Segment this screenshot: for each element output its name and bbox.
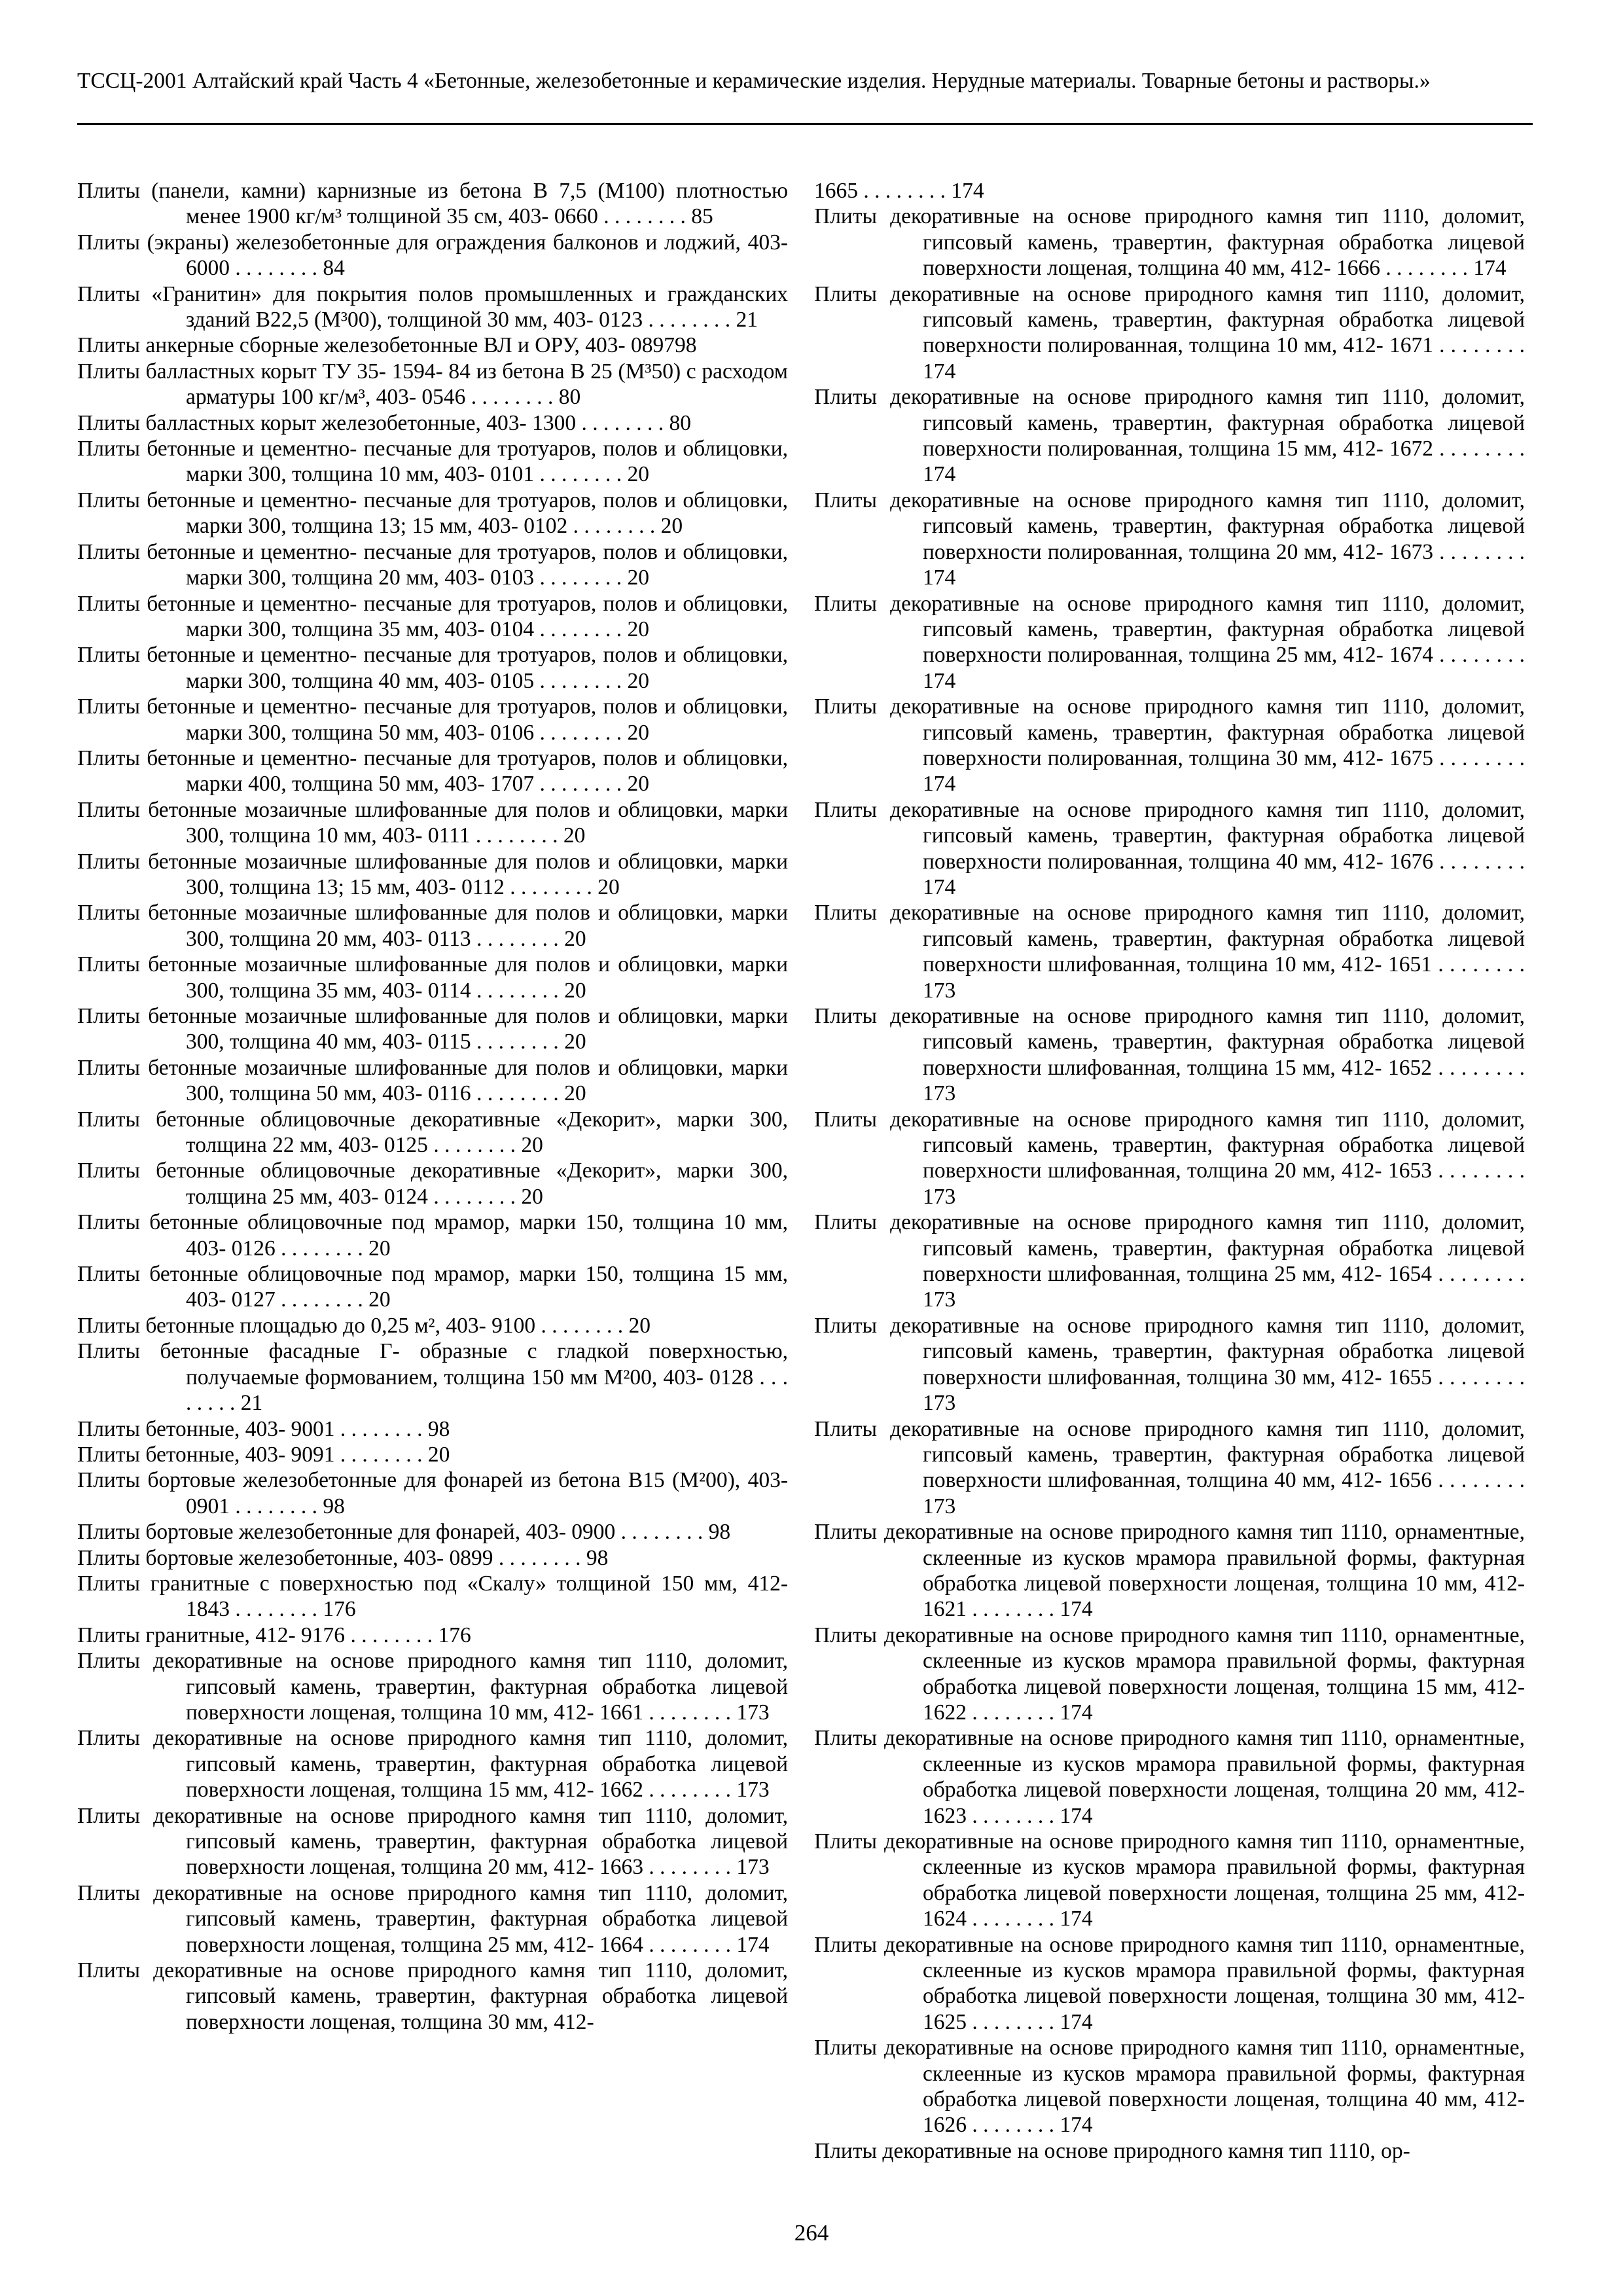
index-entry — [77, 1571, 788, 1623]
leader-dots: . . . . . . . . — [427, 1133, 522, 1158]
index-entry-page: 176 — [438, 1623, 471, 1647]
index-entry — [77, 436, 788, 488]
index-entry-text: Плиты декоративные на основе природного камня тип 1110, доломит, гипсовый камень, травертин, фактурная обработка лицевой поверхности полированная, толщина 25 мм, 412- 1674 — [814, 591, 1525, 668]
index-entry-text: Плиты декоративные на основе природного камня тип 1110, доломит, гипсовый камень, травертин, фактурная обработка лицевой поверхности шлифованная, толщина 15 мм, 412- 1652 — [814, 1004, 1525, 1080]
page-number: 264 — [794, 2220, 829, 2246]
leader-dots: . . . . . . . . — [643, 1778, 737, 1803]
index-entry — [77, 1055, 788, 1107]
index-entry-page: 21 — [736, 308, 758, 332]
index-entry-page: 20 — [628, 1313, 651, 1338]
index-entry-page: 173 — [736, 1855, 770, 1880]
leader-dots: . . . . . . . . — [471, 926, 565, 951]
leader-dots: . . . . . . . . — [1433, 745, 1525, 770]
leader-dots: . . . . . . . . — [967, 2009, 1060, 2034]
index-entry-page: 20 — [564, 978, 586, 1003]
index-entry — [77, 1416, 788, 1442]
index-entry — [814, 1623, 1525, 1726]
index-entry-text: Плиты балластных корыт железобетонные, 403- 1300 — [77, 410, 577, 435]
index-entry-text: Плиты декоративные на основе природного камня тип 1110, доломит, гипсовый камень, травертин, фактурная обработка лицевой поверхности полированная, толщина 40 мм, 412- 1676 — [814, 797, 1525, 874]
index-entry-text: Плиты декоративные на основе природного камня тип 1110, орнаментные, склеенные из кусков мрамора правильной формы, фактурная обработка лицевой поверхности лощеная, толщина 20 мм, 412- 1623 — [814, 1726, 1525, 1828]
index-entry-text: Плиты гранитные с поверхностью под «Скалу» толщиной 150 мм, 412- 1843 — [77, 1571, 788, 1622]
index-entry-page: 20 — [597, 874, 620, 899]
index-entry — [814, 384, 1525, 488]
index-entry — [77, 1003, 788, 1055]
index-entry-page: 174 — [1060, 1907, 1093, 1931]
index-entry-page: 174 — [923, 359, 956, 384]
index-column-right — [814, 178, 1525, 2164]
index-entry-page: 20 — [627, 720, 649, 745]
index-entry — [77, 952, 788, 1003]
leader-dots: . . . . . . . . — [967, 1700, 1060, 1725]
index-entry — [77, 1725, 788, 1803]
index-entry-page: 20 — [521, 1184, 543, 1209]
leader-dots: . . . . . . . . — [967, 1803, 1060, 1828]
leader-dots: . . . . . . . . — [1431, 952, 1525, 977]
index-entry — [77, 849, 788, 901]
index-entry — [814, 1519, 1525, 1623]
leader-dots: . . . . . . . . — [615, 1520, 709, 1545]
index-entry-page: 98 — [427, 1416, 450, 1441]
leader-dots: . . . . . . . . — [345, 1623, 438, 1647]
index-entry-page: 98 — [323, 1494, 345, 1518]
header-divider — [77, 123, 1533, 125]
index-entry-page: 173 — [923, 978, 956, 1003]
index-entry-page: 174 — [923, 565, 956, 590]
index-entry-page: 174 — [1060, 2113, 1093, 2138]
leader-dots: . . . . . . . . — [230, 1494, 323, 1518]
leader-dots: . . . . . . . . — [597, 204, 692, 229]
index-entry-page: 173 — [923, 1287, 956, 1312]
index-entry-text: Плиты декоративные на основе природного камня тип 1110, доломит, гипсовый камень, травертин, фактурная обработка лицевой поверхности полированная, толщина 10 мм, 412- 1671 — [814, 281, 1525, 358]
leader-dots: . . . . . . . . — [534, 772, 628, 797]
index-entry — [814, 2138, 1525, 2164]
leader-dots: . . . . . . . . — [967, 1907, 1060, 1931]
index-entry-page: 20 — [564, 1030, 586, 1054]
index-entry-text: Плиты декоративные на основе природного камня тип 1110, орнаментные, склеенные из кусков мрамора правильной формы, фактурная обработка лицевой поверхности лощеная, толщина 25 мм, 412- 1624 — [814, 1829, 1525, 1931]
index-entry-page: 174 — [1060, 2009, 1093, 2034]
index-entry-text: Плиты бетонные мозаичные шлифованные для полов и облицовки, марки 300, толщина 10 мм, 403- 0111 — [77, 797, 788, 848]
index-entry — [814, 694, 1525, 797]
index-entry-text: Плиты декоративные на основе природного камня тип 1110, доломит, гипсовый камень, травертин, фактурная обработка лицевой поверхности лощеная, толщина 15 мм, 412- 1662 — [77, 1726, 788, 1803]
leader-dots: . . . . . . . . — [1431, 1262, 1525, 1287]
leader-dots: . . . . . . . . — [967, 2113, 1060, 2138]
index-entry-text: Плиты бетонные, 403- 9001 — [77, 1416, 335, 1441]
index-entry-page: 20 — [564, 1081, 586, 1106]
index-entry-text: Плиты декоративные на основе природного камня тип 1110, доломит, гипсовый камень, травертин, фактурная обработка лицевой поверхности шлифованная, толщина 10 мм, 412- 1651 — [814, 901, 1525, 977]
leader-dots: . . . . . . . . — [470, 823, 563, 848]
index-entry-text: Плиты бетонные облицовочные декоративные «Декорит», марки 300, толщина 22 мм, 403- 0125 — [77, 1107, 788, 1158]
running-header: ТССЦ-2001 Алтайский край Часть 4 «Бетонные, железобетонные и керамические изделия. Нерудные материалы. Товарные бетоны и растворы.» — [77, 69, 1431, 93]
index-entry — [77, 410, 788, 436]
index-entry-page: 173 — [923, 1184, 956, 1209]
index-entry — [814, 900, 1525, 1003]
index-entry-page: 20 — [627, 617, 649, 641]
leader-dots: . . . . . . . . — [1431, 1158, 1525, 1183]
leader-dots: . . . . . . . . — [465, 385, 559, 410]
index-entry — [77, 642, 788, 694]
index-entry-page: 176 — [323, 1597, 356, 1622]
index-entry-text: Плиты (экраны) железобетонные для ограждения балконов и лоджий, 403- 6000 — [77, 230, 788, 281]
index-entry — [77, 1958, 788, 2035]
index-entry-page: 20 — [427, 1442, 450, 1467]
index-entry — [77, 1442, 788, 1467]
leader-dots: . . . . . . . . — [967, 1597, 1060, 1622]
leader-dots: . . . . . . . . — [493, 1545, 586, 1570]
index-entry — [814, 2035, 1525, 2138]
index-entry-page: 80 — [558, 385, 581, 410]
index-entry — [814, 1416, 1525, 1520]
index-entry — [814, 1829, 1525, 1932]
leader-dots: . . . . . . . . — [643, 1932, 737, 1957]
index-entry-text: Плиты бетонные мозаичные шлифованные для полов и облицовки, марки 300, толщина 50 мм, 403- 0116 — [77, 1055, 788, 1106]
index-entry — [77, 1467, 788, 1519]
index-entry-text: Плиты балластных корыт ТУ 35- 1594- 84 из бетона В 25 (М³50) с расходом арматуры 100 кг/м³, 403- 0546 — [77, 359, 788, 410]
leader-dots: . . . . . . . . — [1433, 437, 1525, 461]
index-entry-text: Плиты бетонные и цементно- песчаные для тротуаров, полов и облицовки, марки 300, толщина 13; 15 мм, 403- 0102 — [77, 488, 788, 539]
index-entry — [77, 1880, 788, 1958]
index-entry-text: Плиты бортовые железобетонные, 403- 0899 — [77, 1545, 493, 1570]
index-entry-text: Плиты бетонные мозаичные шлифованные для полов и облицовки, марки 300, толщина 35 мм, 403- 0114 — [77, 952, 788, 1003]
index-entry — [814, 1313, 1525, 1416]
leader-dots: . . . . . . . . — [1433, 333, 1525, 358]
leader-dots: . . . . . . . . — [471, 1030, 565, 1054]
leader-dots: . . . . . . . . — [858, 179, 952, 203]
index-entry-text: Плиты бетонные мозаичные шлифованные для полов и облицовки, марки 300, толщина 40 мм, 403- 0115 — [77, 1004, 788, 1054]
index-entry — [814, 1725, 1525, 1829]
index-entry — [77, 332, 788, 358]
leader-dots: . . . . . . . . — [1380, 256, 1474, 281]
index-entry — [77, 1313, 788, 1338]
leader-dots: . . . . . . . . — [471, 978, 565, 1003]
index-entry-page: 174 — [923, 668, 956, 693]
index-entry — [77, 694, 788, 745]
index-entry-text: Плиты декоративные на основе природного камня тип 1110, доломит, гипсовый камень, травертин, фактурная обработка лицевой поверхности шлифованная, толщина 25 мм, 412- 1654 — [814, 1210, 1525, 1287]
leader-dots: . . . . . . . . — [334, 1416, 428, 1441]
index-entry — [814, 1107, 1525, 1210]
leader-dots: . . . . . . . . — [534, 565, 628, 590]
index-entry-page: 85 — [691, 204, 713, 229]
leader-dots: . . . . . . . . — [427, 1184, 522, 1209]
index-entry-page: 173 — [923, 1081, 956, 1106]
index-entry — [77, 797, 788, 849]
index-entry-page: 84 — [323, 256, 345, 281]
index-entry-text: Плиты бетонные и цементно- песчаные для тротуаров, полов и облицовки, марки 300, толщина 10 мм, 403- 0101 — [77, 437, 788, 487]
index-entry-page: 20 — [564, 926, 586, 951]
index-entry-text: Плиты бетонные фасадные Г- образные с гладкой поверхностью, получаемые формованием, толщина 150 мм М²00, 403- 0128 — [77, 1339, 788, 1390]
index-entry-page: 20 — [368, 1236, 391, 1261]
leader-dots: . . . . . . . . — [334, 1442, 428, 1467]
index-entry-text: Плиты «Гранитин» для покрытия полов промышленных и гражданских зданий В22,5 (М³00), толщиной 30 мм, 403- 0123 — [77, 281, 788, 332]
index-entry — [77, 1623, 788, 1648]
index-entry-text: Плиты бортовые железобетонные для фонарей, 403- 0900 — [77, 1520, 616, 1545]
index-entry — [814, 1210, 1525, 1313]
index-entry-page: 173 — [736, 1700, 770, 1725]
leader-dots: . . . . . . . . — [643, 1700, 737, 1725]
index-entry-page: 98 — [586, 1545, 609, 1570]
index-entry-text: Плиты бетонные площадью до 0,25 м², 403- 9100 — [77, 1313, 536, 1338]
index-column-left — [77, 178, 788, 2035]
index-entry — [77, 539, 788, 591]
index-entry-text: Плиты бетонные облицовочные под мрамор, марки 150, толщина 10 мм, 403- 0126 — [77, 1210, 788, 1261]
index-entry-page: 20 — [627, 462, 649, 487]
leader-dots: . . . . . . . . — [567, 514, 661, 539]
leader-dots: . . . . . . . . — [471, 1081, 565, 1106]
index-entry — [77, 281, 788, 333]
index-entry — [77, 178, 788, 230]
index-entry-text: Плиты декоративные на основе природного камня тип 1110, орнаментные, склеенные из кусков мрамора правильной формы, фактурная обработка лицевой поверхности лощеная, толщина 30 мм, 412- 1625 — [814, 1932, 1525, 2034]
index-entry-text: Плиты декоративные на основе природного камня тип 1110, доломит, гипсовый камень, травертин, фактурная обработка лицевой поверхности шлифованная, толщина 20 мм, 412- 1653 — [814, 1107, 1525, 1183]
index-entry — [814, 1932, 1525, 2036]
index-entry-text: Плиты бортовые железобетонные для фонарей из бетона В15 (М²00), 403- 0901 — [77, 1468, 788, 1518]
index-entry-text: Плиты декоративные на основе природного камня тип 1110, доломит, гипсовый камень, травертин, фактурная обработка лицевой поверхности полированная, толщина 15 мм, 412- 1672 — [814, 385, 1525, 461]
index-entry — [77, 745, 788, 797]
index-entry-text: Плиты декоративные на основе природного камня тип 1110, доломит, гипсовый камень, травертин, фактурная обработка лицевой поверхности лощеная, толщина 30 мм, 412- — [77, 1958, 788, 2034]
index-entry-page: 20 — [368, 1287, 391, 1312]
leader-dots: . . . . . . . . — [504, 874, 598, 899]
index-entry — [814, 488, 1525, 591]
index-entry-text: Плиты бетонные, 403- 9091 — [77, 1442, 335, 1467]
index-entry-text: Плиты декоративные на основе природного камня тип 1110, доломит, гипсовый камень, травертин, фактурная обработка лицевой поверхности лощеная, толщина 40 мм, 412- 1666 — [814, 204, 1525, 281]
index-entry-text: Плиты бетонные и цементно- песчаные для тротуаров, полов и облицовки, марки 400, толщина 50 мм, 403- 1707 — [77, 745, 788, 797]
index-entry — [77, 1261, 788, 1313]
index-entry — [77, 1803, 788, 1880]
index-entry-page: 174 — [1060, 1803, 1093, 1828]
index-entry-page: 174 — [736, 1932, 770, 1957]
index-entry — [77, 359, 788, 410]
index-entry-text: Плиты бетонные облицовочные декоративные «Декорит», марки 300, толщина 25 мм, 403- 0124 — [77, 1158, 788, 1209]
leader-dots: . . . . . . . . — [643, 308, 736, 332]
index-entry-text: Плиты бетонные и цементно- песчаные для тротуаров, полов и облицовки, марки 300, толщина 20 мм, 403- 0103 — [77, 539, 788, 590]
index-entry-page: 174 — [1473, 256, 1507, 281]
index-entry — [77, 230, 788, 281]
index-entry-text: Плиты декоративные на основе природного камня тип 1110, орнаментные, склеенные из кусков мрамора правильной формы, фактурная обработка лицевой поверхности лощеная, толщина 40 мм, 412- 1626 — [814, 2036, 1525, 2138]
index-entry-page: 174 — [1060, 1597, 1093, 1622]
index-entry-page: 174 — [951, 179, 984, 203]
index-entry — [77, 1338, 788, 1416]
index-entry — [814, 204, 1525, 281]
leader-dots: . . . . . . . . — [186, 1365, 789, 1416]
index-entry-text: Плиты бетонные облицовочные под мрамор, марки 150, толщина 15 мм, 403- 0127 — [77, 1262, 788, 1312]
leader-dots: . . . . . . . . — [1431, 1055, 1525, 1080]
index-entry-text: Плиты декоративные на основе природного камня тип 1110, доломит, гипсовый камень, травертин, фактурная обработка лицевой поверхности шлифованная, толщина 30 мм, 412- 1655 — [814, 1313, 1525, 1390]
index-entry — [77, 1648, 788, 1725]
index-entry-page: 80 — [669, 410, 691, 435]
index-entry-text: Плиты декоративные на основе природного камня тип 1110, доломит, гипсовый камень, травертин, фактурная обработка лицевой поверхности полированная, толщина 30 мм, 412- 1675 — [814, 694, 1525, 770]
leader-dots: . . . . . . . . — [1433, 849, 1525, 874]
index-entry-text: Плиты декоративные на основе природного камня тип 1110, ор- — [814, 2138, 1410, 2163]
index-entry-page: 173 — [923, 1494, 956, 1518]
index-entry-text: Плиты бетонные мозаичные шлифованные для полов и облицовки, марки 300, толщина 20 мм, 403- 0113 — [77, 901, 788, 951]
leader-dots: . . . . . . . . — [534, 668, 628, 693]
index-entry — [77, 1107, 788, 1158]
index-entry-text: Плиты декоративные на основе природного камня тип 1110, доломит, гипсовый камень, травертин, фактурная обработка лицевой поверхности шлифованная, толщина 40 мм, 412- 1656 — [814, 1416, 1525, 1493]
leader-dots: . . . . . . . . — [1433, 539, 1525, 564]
index-entry-page: 174 — [923, 462, 956, 487]
index-entry-text: Плиты (панели, камни) карнизные из бетона В 7,5 (М100) плотностью менее 1900 кг/м³ толщиной 35 см, 403- 0660 — [77, 179, 788, 229]
index-entry-page: 20 — [521, 1133, 543, 1158]
index-entry — [814, 178, 1525, 204]
index-entry-page: 173 — [736, 1778, 770, 1803]
index-entry-page: 20 — [563, 823, 586, 848]
index-entry-text: Плиты бетонные и цементно- песчаные для тротуаров, полов и облицовки, марки 300, толщина 50 мм, 403- 0106 — [77, 694, 788, 745]
index-entry — [77, 1519, 788, 1545]
index-entry-page: 173 — [923, 1391, 956, 1416]
index-entry-text: Плиты декоративные на основе природного камня тип 1110, доломит, гипсовый камень, травертин, фактурная обработка лицевой поверхности полированная, толщина 20 мм, 412- 1673 — [814, 488, 1525, 564]
index-entry-text: Плиты декоративные на основе природного камня тип 1110, доломит, гипсовый камень, травертин, фактурная обработка лицевой поверхности лощеная, толщина 10 мм, 412- 1661 — [77, 1649, 788, 1725]
leader-dots: . . . . . . . . — [230, 1597, 323, 1622]
index-entry — [77, 1210, 788, 1261]
index-entry — [77, 591, 788, 643]
leader-dots: . . . . . . . . — [230, 256, 323, 281]
index-entry-page: 21 — [240, 1391, 263, 1416]
leader-dots: . . . . . . . . — [534, 617, 628, 641]
leader-dots: . . . . . . . . — [1431, 1468, 1525, 1493]
index-entry — [77, 1158, 788, 1210]
index-entry-page: 20 — [627, 565, 649, 590]
index-entry-text: Плиты гранитные, 412- 9176 — [77, 1623, 346, 1647]
index-entry-text: Плиты декоративные на основе природного камня тип 1110, доломит, гипсовый камень, травертин, фактурная обработка лицевой поверхности лощеная, толщина 25 мм, 412- 1664 — [77, 1880, 788, 1957]
index-entry-text: Плиты декоративные на основе природного камня тип 1110, доломит, гипсовый камень, травертин, фактурная обработка лицевой поверхности лощеная, толщина 20 мм, 412- 1663 — [77, 1803, 788, 1880]
index-entry-page: 174 — [923, 772, 956, 797]
index-entry-page: 174 — [923, 874, 956, 899]
index-entry-text: Плиты декоративные на основе природного камня тип 1110, орнаментные, склеенные из кусков мрамора правильной формы, фактурная обработка лицевой поверхности лощеная, толщина 15 мм, 412- 1622 — [814, 1623, 1525, 1725]
index-entry-page: 20 — [660, 514, 683, 539]
index-entry — [814, 281, 1525, 385]
leader-dots: . . . . . . . . — [1433, 643, 1525, 668]
leader-dots: . . . . . . . . — [576, 410, 669, 435]
index-entry-text: 1665 — [814, 179, 858, 203]
index-entry — [77, 1545, 788, 1571]
index-entry-text: Плиты декоративные на основе природного камня тип 1110, орнаментные, склеенные из кусков мрамора правильной формы, фактурная обработка лицевой поверхности лощеная, толщина 10 мм, 412- 1621 — [814, 1520, 1525, 1622]
index-entry — [814, 797, 1525, 901]
leader-dots: . . . . . . . . — [534, 720, 628, 745]
index-entry — [77, 488, 788, 539]
index-entry-text: Плиты бетонные мозаичные шлифованные для полов и облицовки, марки 300, толщина 13; 15 мм, 403- 0112 — [77, 849, 788, 899]
index-entry — [814, 1003, 1525, 1107]
index-entry-text: Плиты анкерные сборные железобетонные ВЛ и ОРУ, 403- 089798 — [77, 333, 697, 358]
leader-dots: . . . . . . . . — [643, 1855, 737, 1880]
index-entry-page: 20 — [627, 668, 649, 693]
index-entry-page: 20 — [627, 772, 649, 797]
index-entry-text: Плиты бетонные и цементно- песчаные для тротуаров, полов и облицовки, марки 300, толщина 35 мм, 403- 0104 — [77, 591, 788, 641]
index-entry — [814, 591, 1525, 694]
leader-dots: . . . . . . . . — [275, 1287, 369, 1312]
leader-dots: . . . . . . . . — [275, 1236, 369, 1261]
index-entry-page: 174 — [1060, 1700, 1093, 1725]
index-entry-text: Плиты бетонные и цементно- песчаные для тротуаров, полов и облицовки, марки 300, толщина 40 мм, 403- 0105 — [77, 643, 788, 693]
leader-dots: . . . . . . . . — [534, 462, 628, 487]
index-entry-page: 98 — [708, 1520, 731, 1545]
leader-dots: . . . . . . . . — [1431, 1365, 1525, 1390]
index-entry — [77, 900, 788, 952]
leader-dots: . . . . . . . . — [535, 1313, 629, 1338]
